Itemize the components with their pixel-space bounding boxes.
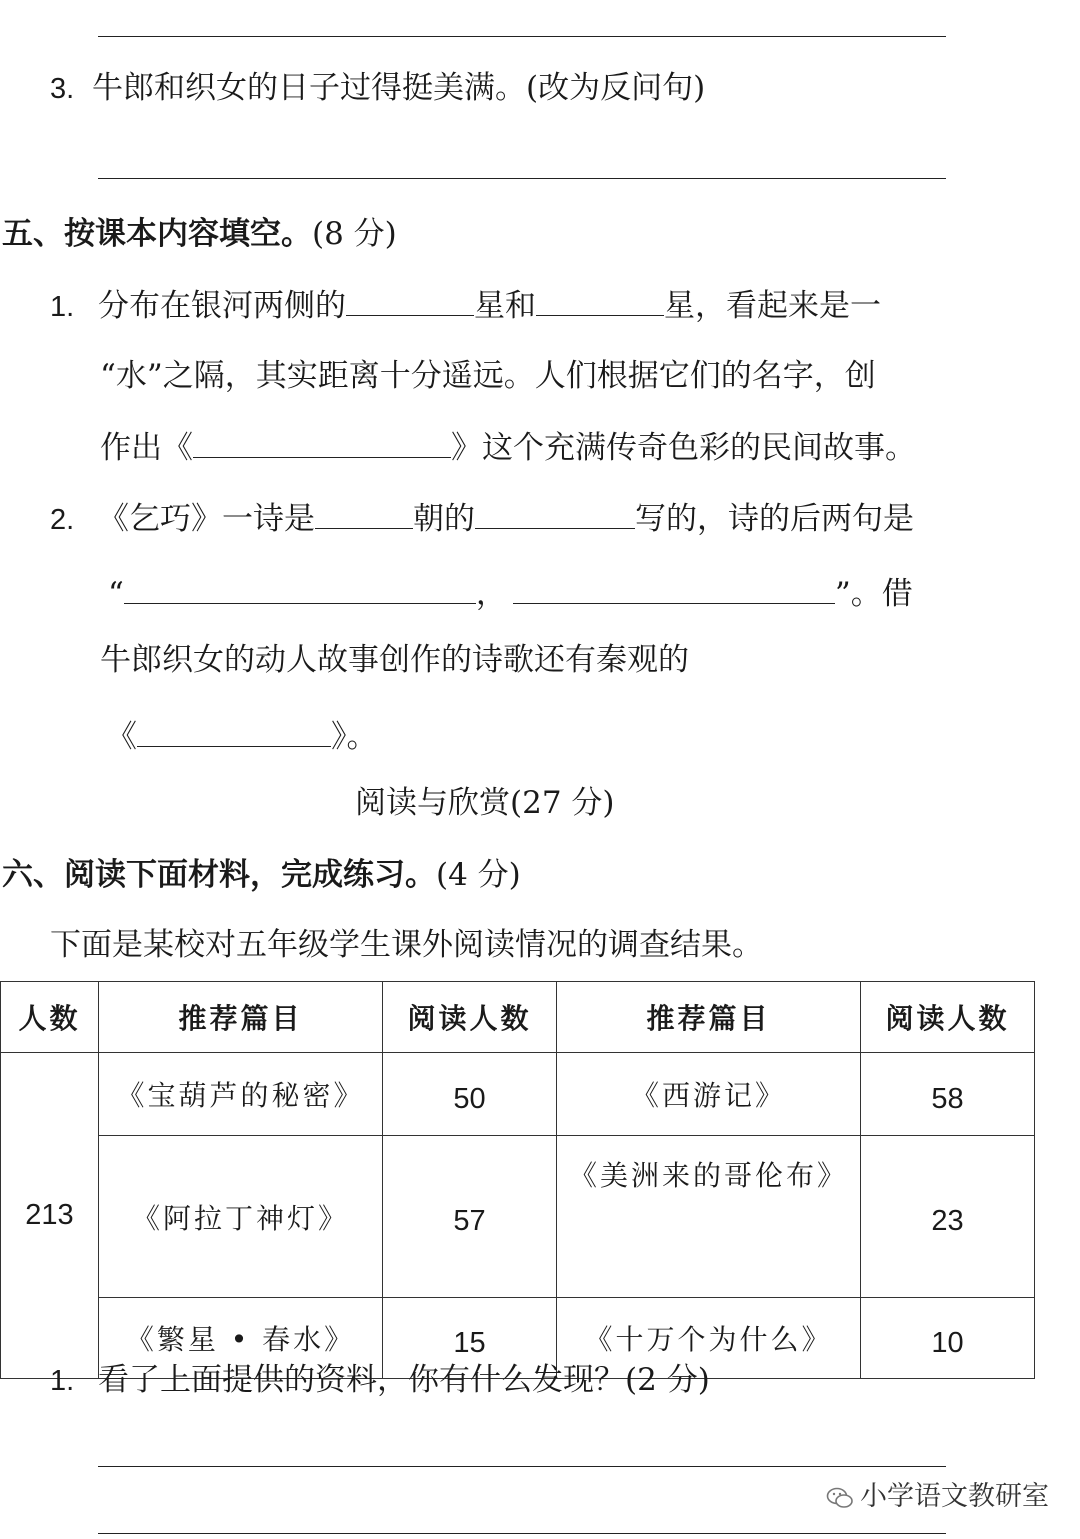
fill-item-2-line-2	[108, 573, 913, 614]
question-score: (2 分)	[625, 1362, 710, 1398]
question-text: 看了上面提供的资料，你有什么发现？	[98, 1362, 626, 1398]
book-title-cell: 《繁星 • 春水》	[99, 1298, 383, 1379]
blank-field[interactable]	[124, 573, 476, 604]
header-cell: 推荐篇目	[557, 982, 861, 1053]
fill-item-2-line-4	[106, 716, 378, 757]
section-title: 六、阅读下面材料，完成练习。	[2, 857, 436, 893]
blank-field[interactable]	[315, 498, 413, 529]
book-title-cell: 《阿拉丁神灯》	[99, 1136, 383, 1298]
item-text: 星，看起来是一	[664, 288, 882, 324]
answer-line	[98, 1466, 946, 1467]
fill-item-1-line-1	[50, 285, 881, 327]
blank-field[interactable]	[137, 716, 331, 747]
item-text: 朝的	[413, 501, 476, 537]
section-title: 五、按课本内容填空。	[2, 216, 312, 252]
item-text: “	[108, 576, 124, 612]
book-title-cell: 《宝葫芦的秘密》	[99, 1053, 383, 1136]
question-number: 1.	[50, 1365, 75, 1397]
question-number: 3.	[50, 73, 75, 105]
survey-intro: 下面是某校对五年级学生课外阅读情况的调查结果。	[50, 927, 763, 963]
header-cell: 推荐篇目	[99, 982, 383, 1053]
blank-field[interactable]	[475, 498, 635, 529]
item-text: 》。	[331, 719, 378, 755]
reader-count-cell: 58	[861, 1053, 1035, 1136]
item-text: 分布在银河两侧的	[98, 288, 347, 324]
item-number: 1.	[50, 291, 75, 323]
header-cell: 阅读人数	[861, 982, 1035, 1053]
item-text: ”。借	[834, 576, 913, 612]
answer-line	[98, 36, 946, 37]
watermark-text: 小学语文教研室	[860, 1481, 1049, 1512]
book-title-cell: 《十万个为什么》	[557, 1298, 861, 1379]
item-number: 2.	[50, 504, 75, 536]
item-text: 作出《	[100, 430, 193, 466]
item-text: 《乞巧》一诗是	[98, 501, 316, 537]
item-text: 》这个充满传奇色彩的民间故事。	[451, 430, 916, 466]
watermark	[822, 1474, 1053, 1513]
item-text: ，	[475, 576, 507, 612]
blank-field[interactable]	[536, 285, 664, 316]
book-title-cell: 《美洲来的哥伦布》	[557, 1136, 861, 1298]
question-3	[50, 68, 705, 109]
blank-field[interactable]	[513, 573, 835, 604]
wechat-icon	[826, 1487, 854, 1509]
reader-count-cell: 15	[383, 1298, 557, 1379]
question-text: 牛郎和织女的日子过得挺美满。(改为反问句)	[92, 70, 706, 106]
section-score: (4 分)	[436, 857, 521, 893]
total-count-cell: 213	[1, 1053, 99, 1379]
book-title-cell: 《西游记》	[557, 1053, 861, 1136]
part-title: 阅读与欣赏(27 分)	[355, 785, 615, 821]
blank-field[interactable]	[346, 285, 474, 316]
reader-count-cell: 23	[861, 1136, 1035, 1298]
reader-count-cell: 10	[861, 1298, 1035, 1379]
survey-table	[0, 981, 1035, 1379]
reader-count-cell: 57	[383, 1136, 557, 1298]
question-6-1	[50, 1360, 710, 1401]
fill-item-2-line-3: 牛郎织女的动人故事创作的诗歌还有秦观的	[100, 642, 689, 678]
section-5-heading	[2, 214, 397, 254]
fill-item-1-line-3	[100, 427, 916, 468]
item-text: 写的，诗的后两句是	[635, 501, 915, 537]
table-row	[1, 1053, 1035, 1136]
section-6-heading	[2, 855, 521, 895]
blank-field[interactable]	[193, 427, 451, 458]
header-cell: 人数	[1, 982, 99, 1053]
item-text: 星和	[474, 288, 537, 324]
answer-line	[98, 178, 946, 179]
answer-line	[98, 1533, 946, 1534]
header-cell: 阅读人数	[383, 982, 557, 1053]
fill-item-2-line-1	[50, 498, 914, 540]
fill-item-1-line-2: “水”之隔，其实距离十分遥远。人们根据它们的名字，创	[100, 358, 876, 394]
reader-count-cell: 50	[383, 1053, 557, 1136]
table-row	[1, 1136, 1035, 1298]
section-score: (8 分)	[312, 216, 397, 252]
table-header-row	[1, 982, 1035, 1053]
item-text: 《	[106, 719, 137, 755]
